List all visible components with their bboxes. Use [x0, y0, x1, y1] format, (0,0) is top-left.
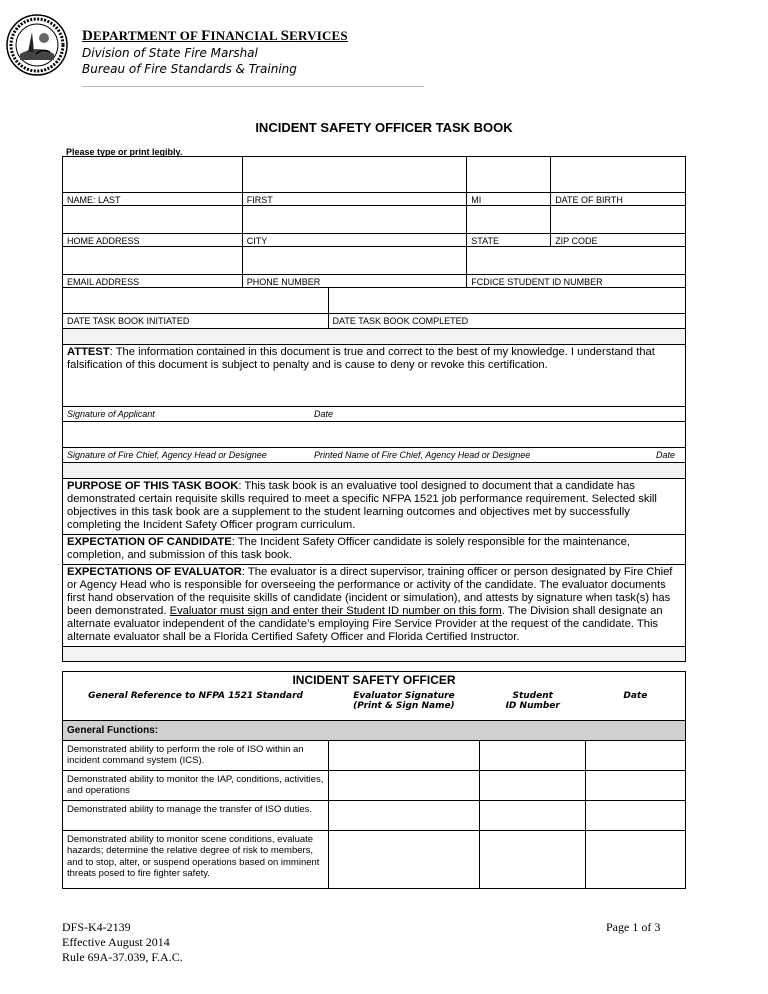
attest-heading: ATTEST: [67, 346, 110, 358]
division-name: Division of State Fire Marshal: [82, 46, 258, 60]
effective-date: Effective August 2014: [62, 935, 170, 949]
date-cell[interactable]: [586, 800, 686, 830]
evaluator-text-2: . The Division shall designate an alternate evaluator independent of the candidate’s employing Fire Service Provider at the request of the candidate. This alternate evaluator shall be a Florida Certified Safety Officer and Florida Certified Instructor.: [67, 605, 663, 643]
date-cell[interactable]: [586, 770, 686, 800]
phone-label: PHONE NUMBER: [242, 275, 467, 288]
zip-label: ZIP CODE: [551, 234, 686, 247]
mi-label: MI: [467, 193, 551, 206]
spacer-row: [63, 463, 686, 479]
evaluator-signature-cell[interactable]: [328, 740, 480, 770]
attest-text: : The information contained in this document is true and correct to the best of my knowledge. I understand that falsification of this document is subject to penalty and is cause to deny or revoke this certification.: [67, 346, 655, 371]
student-id-cell[interactable]: [480, 830, 586, 888]
purpose-section: [63, 479, 686, 535]
phone-field[interactable]: [242, 247, 467, 275]
first-name-field[interactable]: [242, 157, 467, 193]
evaluator-signature-cell[interactable]: [328, 770, 480, 800]
date-completed-field[interactable]: [328, 288, 685, 314]
evaluator-heading: EXPECTATIONS OF EVALUATOR: [67, 566, 242, 578]
spacer-row: [63, 647, 686, 662]
email-field[interactable]: [63, 247, 243, 275]
student-id-cell[interactable]: [480, 740, 586, 770]
evaluator-text-1: : The evaluator is a direct supervisor, training officer or person designated by Fire Chief or Agency Head who is responsible for overseeing the performance or activity of the candidate. The evaluator documents first hand observation of the requisite skills of candidate (incident or simulation), and attests by signature when task(s) has been demonstrated.: [67, 566, 673, 617]
home-address-label: HOME ADDRESS: [63, 234, 243, 247]
email-label: EMAIL ADDRESS: [63, 275, 243, 288]
chief-signature-field[interactable]: [63, 422, 686, 448]
student-id-field[interactable]: [467, 247, 686, 275]
purpose-heading: PURPOSE OF THIS TASK BOOK: [67, 480, 239, 492]
applicant-form: [62, 156, 686, 662]
chief-signature-label: Signature of Fire Chief, Agency Head or Designee: [67, 450, 267, 460]
candidate-section: [63, 535, 686, 565]
form-footer: [62, 920, 183, 965]
student-id-cell[interactable]: [480, 770, 586, 800]
task-table: [62, 671, 686, 889]
zip-field[interactable]: [551, 206, 686, 234]
section-general-functions: General Functions:: [63, 720, 686, 740]
task-description: Demonstrated ability to monitor scene conditions, evaluate hazards; determine the relative degree of risk to members, and to stop, alter, or suspend operations based on imminent threats posed to fire fighter safety.: [63, 830, 329, 888]
purpose-text: : This task book is an evaluative tool designed to document that a candidate has demonstrated certain requisite skills required to meet a specific NFPA 1521 job performance requirement. Selected skill objectives in this task book are a supplement to the student learning outcomes and objectives met by successfully completing the Incident Safety Officer program curriculum.: [67, 480, 657, 531]
dob-field[interactable]: [551, 157, 686, 193]
city-label: CITY: [242, 234, 467, 247]
home-address-field[interactable]: [63, 206, 243, 234]
task-description: Demonstrated ability to manage the transfer of ISO duties.: [63, 800, 329, 830]
evaluator-requirement: Evaluator must sign and enter their Student ID number on this form: [169, 605, 502, 617]
bureau-name: Bureau of Fire Standards & Training: [82, 62, 297, 76]
date-initiated-label: DATE TASK BOOK INITIATED: [63, 314, 329, 329]
instructions: Please type or print legibly.: [66, 147, 183, 157]
task-table-title: INCIDENT SAFETY OFFICER: [63, 672, 686, 689]
rule-reference: Rule 69A-37.039, F.A.C.: [62, 950, 183, 964]
evaluator-signature-cell[interactable]: [328, 800, 480, 830]
date-completed-label: DATE TASK BOOK COMPLETED: [328, 314, 685, 329]
student-id-label: FCDICE STUDENT ID NUMBER: [467, 275, 686, 288]
applicant-signature-label: Signature of Applicant: [67, 409, 155, 419]
date-cell[interactable]: [586, 740, 686, 770]
evaluator-section: [63, 565, 686, 647]
department-name: DEPARTMENT OF FINANCIAL SERVICES: [82, 28, 348, 44]
date-initiated-field[interactable]: [63, 288, 329, 314]
evaluator-signature-cell[interactable]: [328, 830, 480, 888]
column-header-date: Date: [586, 688, 686, 720]
column-header-evaluator: Evaluator Signature (Print & Sign Name): [353, 691, 455, 711]
dob-label: DATE OF BIRTH: [551, 193, 686, 206]
task-description: Demonstrated ability to perform the role of ISO within an incident command system (ICS).: [63, 740, 329, 770]
header-divider: [82, 86, 424, 87]
state-field[interactable]: [467, 206, 551, 234]
florida-state-seal-icon: [6, 14, 68, 76]
chief-signature-row: [63, 448, 686, 463]
column-header-reference: General Reference to NFPA 1521 Standard: [63, 688, 329, 720]
form-number: DFS-K4-2139: [62, 920, 131, 934]
candidate-text: : The Incident Safety Officer candidate is solely responsible for the maintenance, completion, and submission of this task book.: [67, 536, 630, 561]
student-id-cell[interactable]: [480, 800, 586, 830]
applicant-signature-row[interactable]: [63, 407, 686, 422]
task-description: Demonstrated ability to monitor the IAP, conditions, activities, and operations: [63, 770, 329, 800]
page-title: INCIDENT SAFETY OFFICER TASK BOOK: [255, 120, 513, 135]
attest-statement: [63, 345, 686, 407]
page-number: Page 1 of 3: [606, 920, 661, 934]
last-name-field[interactable]: [63, 157, 243, 193]
first-name-label: FIRST: [242, 193, 467, 206]
chief-printed-name-label: Printed Name of Fire Chief, Agency Head or Designee: [314, 450, 531, 460]
mi-field[interactable]: [467, 157, 551, 193]
date-cell[interactable]: [586, 830, 686, 888]
column-header-student-id: Student ID Number: [505, 691, 560, 711]
chief-date-label: Date: [655, 450, 675, 460]
spacer-row: [63, 329, 686, 345]
state-label: STATE: [467, 234, 551, 247]
city-field[interactable]: [242, 206, 467, 234]
candidate-heading: EXPECTATION OF CANDIDATE: [67, 536, 232, 548]
applicant-date-label: Date: [314, 409, 334, 419]
last-name-label: NAME: LAST: [63, 193, 243, 206]
